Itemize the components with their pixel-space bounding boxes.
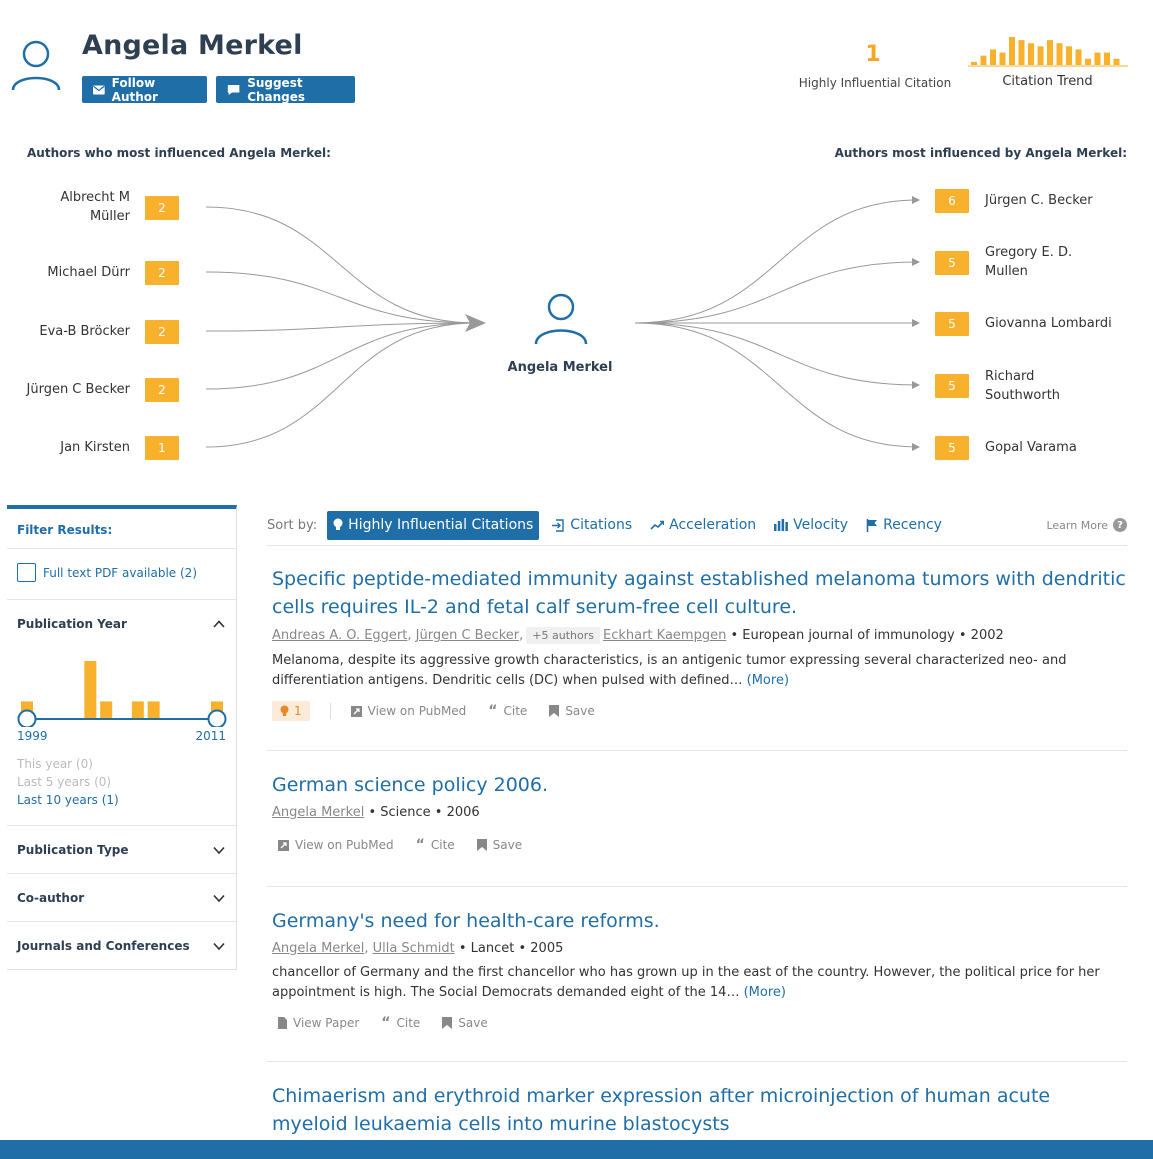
paper-actions — [272, 699, 1127, 723]
journals-header[interactable] — [17, 922, 226, 969]
publication-type-label: Publication Type — [17, 842, 129, 857]
influenced-count-badge: 5 — [935, 312, 969, 336]
hic-badge[interactable] — [272, 701, 310, 721]
paper-author[interactable]: Andreas A. O. Eggert — [272, 628, 408, 643]
external-link-icon — [351, 706, 362, 717]
view-label: View on PubMed — [295, 838, 394, 852]
citation-trend-label: Citation Trend — [1002, 74, 1093, 89]
influencer-name[interactable]: Albrecht M Müller — [60, 190, 130, 224]
paper-venue: European journal of immunology — [742, 628, 955, 643]
flag-icon — [866, 519, 878, 532]
sort-citations[interactable] — [545, 511, 638, 540]
year-bar — [132, 701, 144, 719]
paper-abstract-text: Melanoma, despite its aggressive growth characteristics, is an antigenic tumor expressing several characterized neo- and differentiation antigens. Dendritic cells (DC) when pulsed with defined… — [272, 653, 1067, 688]
trend-up-icon — [650, 520, 664, 530]
trend-bar — [1076, 49, 1082, 65]
influenced-name[interactable]: Richard Southworth — [985, 369, 1061, 403]
cite-label: Cite — [396, 1016, 421, 1030]
influenced-name[interactable]: Jürgen C. Becker — [985, 193, 1093, 208]
view-on-pubmed-button[interactable] — [351, 704, 467, 718]
trend-bar — [1047, 40, 1053, 65]
publication-year-histogram[interactable] — [17, 647, 227, 727]
paper-card — [267, 565, 1127, 751]
sort-bar — [267, 505, 1127, 546]
learn-more-link[interactable] — [1046, 518, 1127, 532]
paper-abstract — [272, 651, 1127, 691]
speech-bubble-icon — [227, 83, 240, 97]
influenced-name[interactable]: Giovanna Lombardi — [985, 316, 1112, 331]
year-bar — [100, 701, 112, 719]
year-slider-start-handle[interactable] — [19, 711, 36, 728]
influenced-count-badge: 5 — [935, 374, 969, 398]
year-slider-end-handle[interactable] — [209, 711, 226, 728]
sort-option-label: Acceleration — [669, 517, 757, 533]
influenced-title: Authors most influenced by Angela Merkel: — [834, 146, 1127, 160]
chevron-down-icon — [212, 843, 226, 857]
question-icon: ? — [1113, 518, 1127, 532]
quote-icon: “ — [381, 1015, 391, 1031]
bookmark-icon — [477, 839, 487, 851]
trend-bar — [990, 49, 996, 65]
more-authors-button[interactable]: +5 authors — [526, 627, 600, 644]
trend-bar — [1019, 40, 1025, 65]
year-range-start: 1999 — [17, 729, 48, 743]
chevron-down-icon — [212, 939, 226, 953]
divider — [330, 703, 331, 719]
influencer-count-badge: 2 — [145, 196, 179, 220]
center-author-name: Angela Merkel — [507, 360, 613, 375]
influencer-name[interactable]: Jürgen C Becker — [26, 382, 130, 397]
year-bar — [148, 701, 160, 719]
paper-title[interactable]: Germany's need for health-care reforms. — [272, 910, 660, 932]
paper-year: 2005 — [530, 941, 564, 956]
cite-button[interactable] — [381, 1015, 420, 1031]
paper-author[interactable]: Ulla Schmidt — [372, 941, 455, 956]
follow-author-label: Follow Author — [111, 75, 158, 104]
bar-chart-icon — [774, 519, 788, 531]
coauthor-label: Co-author — [17, 890, 85, 905]
citation-arrow-icon — [551, 519, 565, 532]
trend-bar — [1066, 46, 1072, 65]
save-label: Save — [458, 1016, 488, 1030]
cite-label: Cite — [503, 704, 528, 718]
trend-bar — [1000, 53, 1006, 65]
paper-meta: Angela Merkel , Ulla Schmidt • Lancet • 2005 — [272, 941, 564, 956]
quote-icon: “ — [415, 837, 425, 853]
follow-author-button[interactable] — [82, 76, 207, 103]
trend-bar — [1114, 59, 1120, 65]
save-label: Save — [492, 838, 523, 852]
influencer-count-badge: 2 — [145, 261, 179, 285]
paper-year: 2006 — [446, 805, 480, 820]
paper-venue: Science — [380, 805, 431, 820]
paper-actions — [272, 1011, 1127, 1035]
influencer-count-badge: 1 — [145, 436, 179, 460]
document-icon — [278, 1017, 287, 1029]
paper-card — [267, 907, 1127, 1062]
publication-type-header[interactable] — [17, 826, 226, 873]
paper-abstract-text: chancellor of Germany and the first chancellor who has grown up in the east of the country. However, the political price for her appointment is high. The Social Democrats demanded eight of the 14… — [272, 965, 1100, 1000]
publication-year-header[interactable] — [17, 600, 226, 647]
last-10-years-filter[interactable]: Last 10 years (1) — [17, 793, 119, 807]
more-link[interactable]: (More) — [746, 673, 790, 688]
hic-badge-count: 1 — [294, 704, 302, 718]
influencer-count-badge: 2 — [145, 378, 179, 402]
pdf-filter-label: Full text PDF available (2) — [43, 565, 198, 580]
trend-bar — [1095, 53, 1101, 65]
influencer-name[interactable]: Michael Dürr — [47, 265, 130, 280]
chevron-up-icon — [212, 617, 226, 631]
view-on-pubmed-button[interactable] — [278, 838, 394, 852]
trend-bar — [1038, 46, 1044, 65]
influencer-name[interactable]: Jan Kirsten — [60, 440, 130, 455]
sort-option-label: Highly Influential Citations — [348, 517, 534, 533]
lightbulb-icon — [333, 518, 343, 532]
sort-highly-influential[interactable] — [327, 511, 539, 540]
influenced-count-badge: 5 — [935, 436, 969, 460]
this-year-filter[interactable]: This year (0) — [17, 757, 93, 771]
sort-by-label: Sort by: — [267, 517, 318, 533]
save-button[interactable] — [549, 704, 594, 718]
paper-title[interactable]: German science policy 2006. — [272, 774, 549, 796]
paper-meta: Andreas A. O. Eggert , Jürgen C Becker , +5 authors Eckhart Kaempgen • European journal of immunology • 2002 — [272, 628, 1004, 643]
influencers-title: Authors who most influenced Angela Merkel: — [27, 146, 331, 160]
view-paper-button[interactable] — [278, 1016, 359, 1030]
trend-bar — [1104, 53, 1110, 65]
paper-card — [267, 771, 1127, 887]
trend-bar — [1085, 59, 1091, 65]
envelope-icon — [93, 85, 105, 95]
last-5-years-filter[interactable]: Last 5 years (0) — [17, 775, 112, 789]
bookmark-icon — [549, 705, 559, 717]
trend-bar — [1057, 43, 1063, 65]
external-link-icon — [278, 840, 289, 851]
sort-option-label: Recency — [883, 517, 942, 533]
author-name: Angela Merkel — [82, 30, 303, 61]
influencer-name[interactable]: Eva-B Bröcker — [39, 324, 130, 339]
paper-author[interactable]: Angela Merkel — [272, 805, 365, 820]
influenced-count-badge: 6 — [935, 189, 969, 213]
influenced-name[interactable]: Gregory E. D. Mullen — [985, 245, 1073, 279]
year-range-end: 2011 — [195, 729, 226, 743]
bottom-bar — [0, 1140, 1153, 1159]
filter-results-title: Filter Results: — [17, 523, 113, 537]
cite-label: Cite — [430, 838, 455, 852]
influencer-count-badge: 2 — [145, 320, 179, 344]
citation-trend-chart[interactable] — [968, 34, 1128, 68]
cite-button[interactable] — [416, 837, 455, 853]
influenced-count-badge: 5 — [935, 251, 969, 275]
paper-author[interactable]: Angela Merkel — [272, 941, 365, 956]
author-avatar-icon — [10, 38, 66, 94]
highly-influential-label: Highly Influential Citation — [798, 76, 952, 90]
pdf-checkbox[interactable] — [17, 563, 36, 582]
learn-more-label: Learn More — [1046, 518, 1108, 532]
paper-abstract — [272, 963, 1127, 1003]
paper-card — [267, 1082, 1127, 1140]
sort-recency[interactable] — [860, 511, 948, 540]
view-label: View Paper — [293, 1016, 360, 1030]
paper-title[interactable]: Specific peptide-mediated immunity against established melanoma tumors with dendritic cells requires IL-2 and fetal calf serum-free cell culture. — [272, 568, 1126, 618]
trend-bar — [1028, 43, 1034, 65]
view-label: View on PubMed — [367, 704, 467, 718]
chevron-down-icon — [212, 891, 226, 905]
influenced-name[interactable]: Gopal Varama — [985, 440, 1077, 455]
sort-option-label: Citations — [570, 517, 633, 533]
paper-year: 2002 — [970, 628, 1004, 643]
sort-option-label: Velocity — [793, 517, 849, 533]
paper-author[interactable]: Eckhart Kaempgen — [602, 628, 727, 643]
lightbulb-icon — [280, 705, 289, 717]
quote-icon: “ — [488, 703, 498, 719]
paper-meta: Angela Merkel • Science • 2006 — [272, 805, 480, 820]
coauthor-header[interactable] — [17, 874, 226, 921]
publication-year-label: Publication Year — [17, 616, 127, 631]
paper-author[interactable]: Jürgen C Becker — [415, 628, 520, 643]
paper-actions — [272, 833, 1127, 857]
trend-bar — [981, 56, 987, 65]
pdf-filter[interactable] — [17, 549, 226, 599]
filter-sidebar — [7, 505, 237, 970]
paper-venue: Lancet — [470, 941, 515, 956]
trend-bar — [971, 62, 977, 65]
suggest-changes-label: Suggest Changes — [247, 75, 306, 104]
save-button[interactable] — [442, 1016, 487, 1030]
save-label: Save — [565, 704, 595, 718]
year-bar — [84, 661, 96, 719]
more-link[interactable]: (More) — [743, 985, 786, 1000]
cite-button[interactable] — [488, 703, 527, 719]
journals-label: Journals and Conferences — [17, 938, 190, 953]
suggest-changes-button[interactable] — [216, 76, 355, 103]
trend-bar — [1009, 37, 1015, 65]
sort-velocity[interactable] — [768, 511, 854, 540]
save-button[interactable] — [477, 838, 522, 852]
center-author-avatar-icon — [534, 292, 588, 346]
bookmark-icon — [442, 1017, 452, 1029]
paper-title[interactable]: Chimaerism and erythroid marker expression after microinjection of human acute myeloid leukaemia cells into murine blastocysts — [272, 1085, 1051, 1135]
sort-acceleration[interactable] — [644, 511, 762, 540]
highly-influential-count: 1 — [865, 42, 881, 67]
